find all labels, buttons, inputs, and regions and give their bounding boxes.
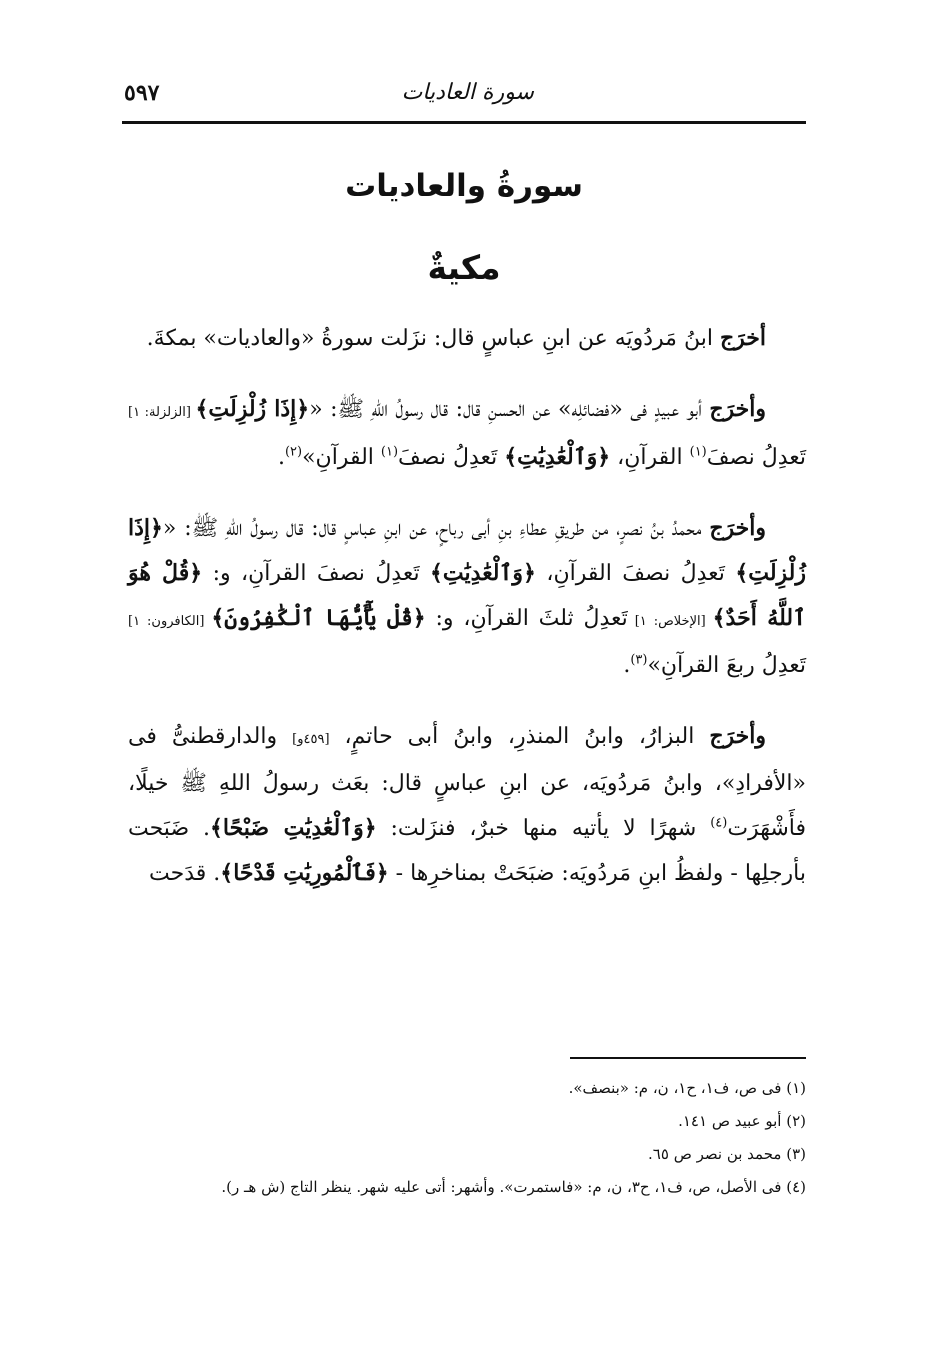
paragraph-text: القرآنِ، — [610, 445, 690, 470]
paragraph-text: ابنُ مَردُويَه عن ابنِ عباسٍ قال: نزَلت سورةُ «والعاديات» بمكةَ. — [146, 326, 720, 351]
paragraph-text: شهرًا لا يأتيه منها خبرٌ، فنزَلت: — [376, 816, 711, 841]
footnote-rule — [570, 1057, 806, 1059]
paragraph-text: تَعدِلُ نصفَ — [398, 445, 505, 470]
header-rule — [122, 121, 806, 124]
quran-verse: ﴿قُلْ يَٰٓأَيُّهَا ٱلْكَٰفِرُونَ﴾ — [211, 605, 426, 631]
paragraph-1 — [128, 316, 806, 361]
footnote-marker[interactable]: (١) — [689, 444, 707, 460]
footnote-2: (٢) أبو عبيد ص ١٤١. — [678, 1112, 806, 1130]
quran-verse: ﴿وَٱلْعَٰدِيَٰتِ﴾ — [430, 560, 536, 586]
paragraph-text: محمدُ بنُ نصرٍ، من طريقِ عطاءِ بنِ أبى رباحٍ، عن ابنِ عباسٍ قال: قال رسولُ اللهِ ﷺ: « — [162, 516, 710, 541]
footnote-1: (١) فى ص، ف١، ح١، ن، م: «بنصف». — [568, 1079, 806, 1097]
paragraph-text: تَعدِلُ ربعَ القرآنِ» — [647, 653, 806, 678]
paragraph-4 — [128, 714, 806, 896]
main-text — [128, 316, 806, 922]
running-header — [122, 72, 806, 120]
paragraph-text: والدارقطنىُّ فى «الأفرادِ»، وابنُ مَردُويَه، عن ابنِ عباسٍ قال: بعَث رسولُ اللهِ ﷺ خيلًا، فأَشْهَرَت — [128, 724, 806, 841]
manuscript-folio-reference: [٤٥٩و] — [292, 732, 330, 747]
footnote-marker[interactable]: (٤) — [710, 815, 728, 831]
verse-reference: [الزلزلة: ١] — [128, 405, 196, 420]
footnote-marker[interactable]: (١) — [380, 444, 399, 460]
paragraph-text: . — [623, 653, 631, 678]
footnote-marker[interactable]: (٣) — [630, 652, 648, 668]
footnote-3: (٣) محمد بن نصر ص ٦٥. — [648, 1145, 806, 1163]
paragraph-lead: وأخرَج — [709, 723, 767, 749]
verse-reference: [الإخلاص: ١] — [627, 614, 713, 629]
paragraph-text: . قدَحت — [149, 861, 221, 886]
quran-verse: ﴿إِذَا زُلْزِلَتِ﴾ — [128, 515, 807, 586]
paragraph-text: البزارُ، وابنُ المنذرِ، وابنُ أبى حاتمٍ، — [329, 724, 710, 749]
paragraph-text: أبو عبيدٍ فى «فضائلِه» عن الحسنِ قال: قال رسولُ اللهِ ﷺ: « — [309, 397, 710, 422]
paragraph-3 — [128, 506, 806, 688]
paragraph-text: تَعدِلُ نصفَ — [706, 445, 806, 470]
paragraph-2 — [128, 387, 806, 480]
paragraph-text: . — [277, 445, 285, 470]
paragraph-lead: وأخرَج — [709, 515, 766, 541]
paragraph-text: تَعدِلُ نصفَ القرآنِ، — [535, 561, 736, 586]
paragraph-text: القرآنِ» — [302, 445, 381, 470]
quran-verse: ﴿قُلْ هُوَ ٱللَّهُ أَحَدٌ﴾ — [128, 560, 806, 631]
paragraph-text: تَعدِلُ نصفَ القرآنِ، و: — [202, 561, 431, 586]
footnote-4: (٤) فى الأصل، ص، ف١، ح٣، ن، م: «فاستمرت». وأشهر: أتى عليه شهر. ينظر التاج (ش هـ ر). — [221, 1178, 806, 1196]
footnotes — [128, 1072, 806, 1204]
verse-reference: [الكافرون: ١] — [128, 614, 212, 629]
quran-verse: ﴿إِذَا زُلْزِلَتِ﴾ — [195, 396, 310, 422]
paragraph-lead: أخرَج — [719, 325, 766, 351]
running-title: سورة العاديات — [401, 80, 534, 105]
page-number: ٥٩٧ — [124, 80, 160, 106]
surah-title: سورةُ والعاديات — [345, 168, 583, 204]
quran-verse: ﴿وَٱلْعَٰدِيَٰتِ﴾ — [504, 444, 611, 470]
surah-revelation-type: مكيةٌ — [427, 248, 501, 287]
quran-verse: ﴿وَٱلْعَٰدِيَٰتِ ضَبْحًا﴾ — [209, 815, 377, 841]
footnote-marker[interactable]: (٢) — [284, 444, 303, 460]
quran-verse: ﴿فَٱلْمُورِيَٰتِ قَدْحًا﴾ — [220, 860, 389, 886]
paragraph-text: تَعدِلُ ثلثَ القرآنِ، و: — [425, 606, 628, 631]
paragraph-lead: وأخرَج — [709, 396, 767, 422]
paragraph-text: . ضَبَحت بأرجلِها - ولفظُ ابنِ مَردُويَه: ضبَحَتْ بمناخرِها - — [128, 816, 806, 886]
